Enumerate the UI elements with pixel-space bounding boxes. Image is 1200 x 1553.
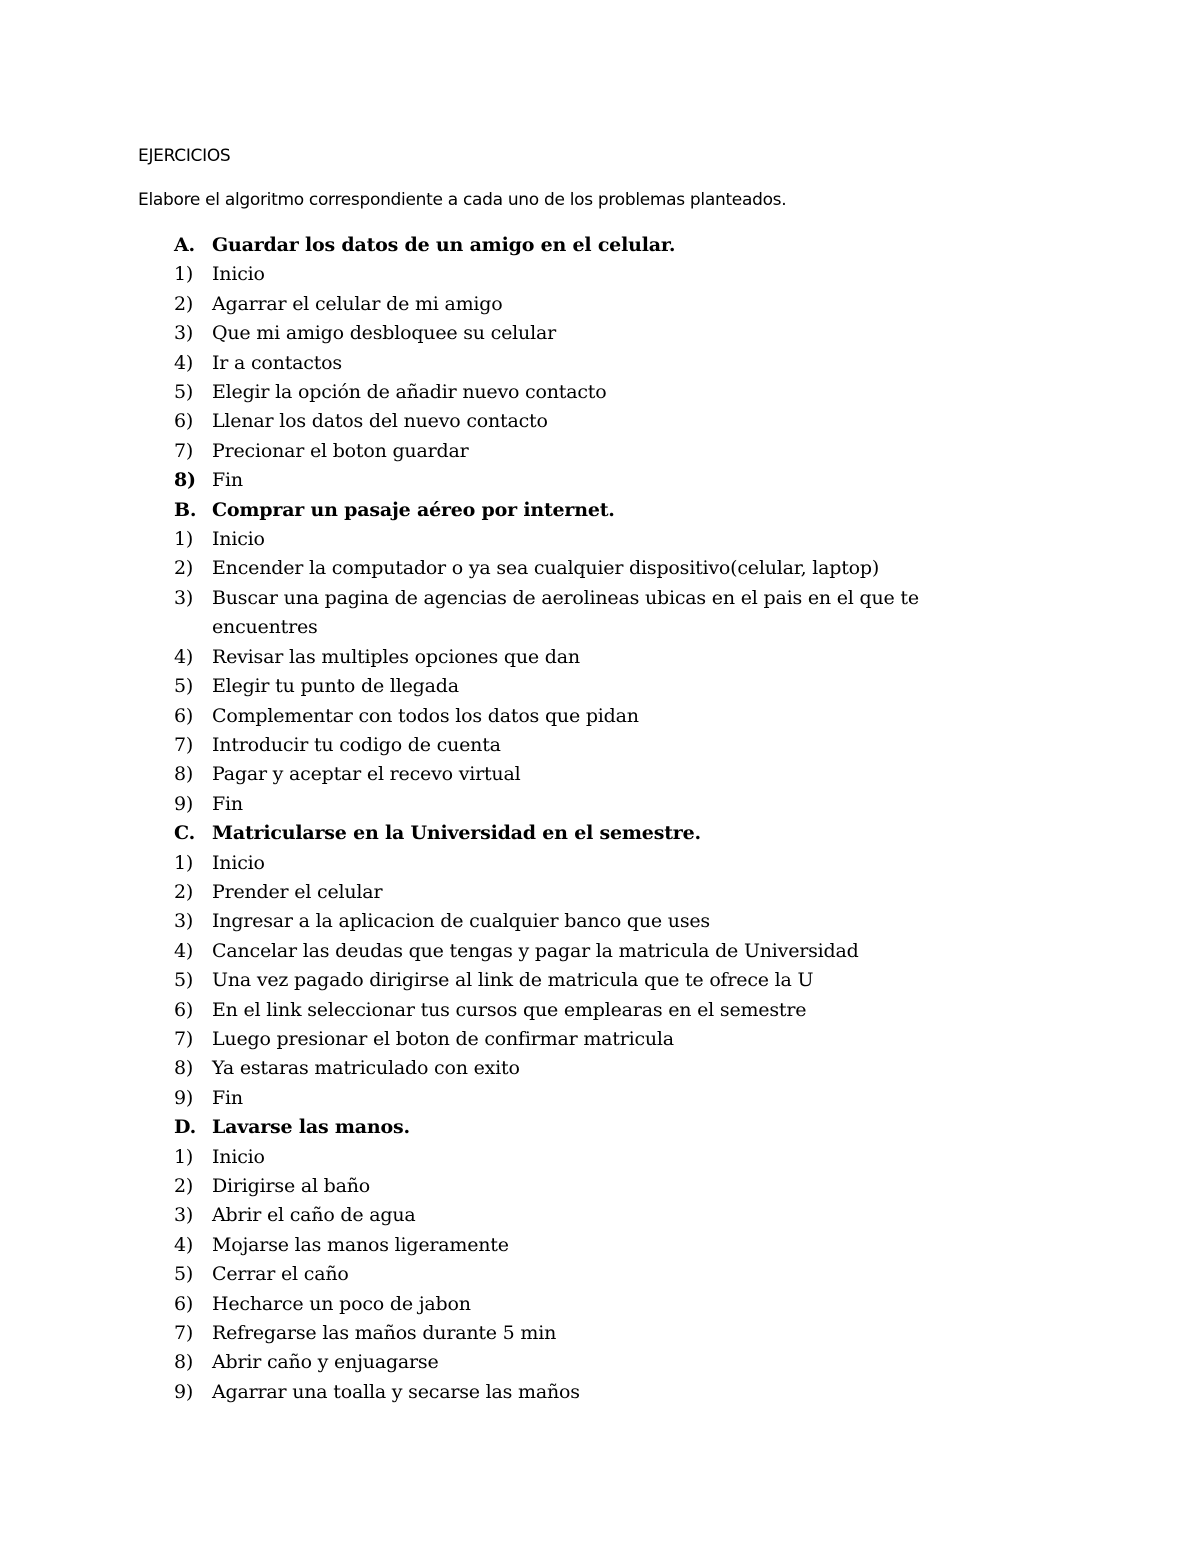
step-number: 4) [174,939,194,962]
step-text: Agarrar una toalla y secarse las maños [212,1380,580,1403]
step-number: 3) [174,1204,194,1227]
step-number: 8) [174,1057,194,1080]
step-number: 9) [174,792,194,815]
list-item [174,672,994,701]
step-text: Inicio [212,1145,265,1168]
list-item [174,378,994,407]
list-item [174,437,994,466]
step-number: 6) [174,1292,194,1315]
step-number: 7) [174,1322,194,1345]
list-item [174,937,994,966]
list-item [174,260,994,289]
list-item [174,760,994,789]
step-number: 8) [174,763,194,786]
step-number: 2) [174,292,194,315]
step-number: 5) [174,969,194,992]
list-item [174,1231,994,1260]
step-number: 5) [174,675,194,698]
step-number: 6) [174,410,194,433]
section-letter: C. [174,822,196,845]
step-text: Una vez pagado dirigirse al link de matricula que te ofrece la U [212,969,814,992]
step-number: 2) [174,880,194,903]
step-number: 1) [174,528,194,551]
step-text: Abrir caño y enjuagarse [212,1351,439,1374]
section-title-text: Lavarse las manos. [212,1116,410,1139]
step-text: Precionar el boton guardar [212,439,469,462]
step-number: 3) [174,322,194,345]
list-item [174,1319,994,1348]
list-item [174,996,994,1025]
step-text: Elegir la opción de añadir nuevo contacto [212,381,607,404]
section-letter: A. [174,234,195,256]
list-item [174,1143,994,1172]
step-number: 1) [174,263,194,286]
step-number: 7) [174,1027,194,1050]
step-number: 4) [174,645,194,668]
step-text: Prender el celular [212,880,383,903]
step-number: 3) [174,910,194,933]
step-number: 7) [174,439,194,462]
list-item [174,290,994,319]
step-text: Pagar y aceptar el recevo virtual [212,763,521,786]
list-item [174,525,994,554]
step-text: Cancelar las deudas que tengas y pagar la matricula de Universidad [212,939,859,962]
list-item [174,407,994,436]
step-text: Elegir tu punto de llegada [212,675,459,698]
exercise-list [174,231,994,1407]
step-number: 2) [174,1175,194,1197]
list-item [174,584,994,643]
step-text: Complementar con todos los datos que pidan [212,704,639,727]
step-number: 9) [174,1380,194,1403]
step-text: Ir a contactos [212,351,342,374]
step-text: Inicio [212,263,265,286]
step-text: Que mi amigo desbloquee su celular [212,322,556,345]
step-text: Dirigirse al baño [212,1175,371,1197]
list-item [174,878,994,907]
step-text: Hecharce un poco de jabon [212,1292,471,1315]
section-title [174,819,994,848]
section-title-text: Comprar un pasaje aéreo por internet. [212,498,615,521]
step-text: Inicio [212,528,265,551]
step-text: Introducir tu codigo de cuenta [212,733,501,756]
step-text: Buscar una pagina de agencias de aerolineas ubicas en el pais en el que te encuentres [212,586,919,639]
step-text: Fin [212,1086,243,1109]
list-item [174,1201,994,1230]
step-number: 1) [174,851,194,874]
step-number: 6) [174,704,194,727]
step-number: 3) [174,586,194,609]
step-text: Encender la computador o ya sea cualquier dispositivo(celular, laptop) [212,557,880,580]
list-item [174,1348,994,1377]
step-number: 4) [174,1233,194,1256]
list-item [174,643,994,672]
step-number: 7) [174,733,194,756]
document-instructions: Elabore el algoritmo correspondiente a cada uno de los problemas planteados. [138,190,787,210]
step-text: Ingresar a la aplicacion de cualquier banco que uses [212,910,710,933]
step-text: Ya estaras matriculado con exito [212,1057,520,1080]
list-item [174,966,994,995]
step-text: En el link seleccionar tus cursos que emplearas en el semestre [212,998,807,1021]
step-text: Refregarse las maños durante 5 min [212,1322,557,1345]
step-number: 5) [174,1263,194,1286]
list-item [174,349,994,378]
list-item [174,1054,994,1083]
document-heading: EJERCICIOS [138,146,231,166]
section-title-text: Matricularse en la Universidad en el semestre. [212,822,701,845]
step-text: Fin [212,469,243,492]
list-item [174,849,994,878]
step-text: Revisar las multiples opciones que dan [212,645,580,668]
step-number: 4) [174,351,194,374]
step-number: 9) [174,1086,194,1109]
step-text: Agarrar el celular de mi amigo [212,292,503,315]
step-text: Llenar los datos del nuevo contacto [212,410,548,433]
step-text: Mojarse las manos ligeramente [212,1233,509,1256]
section-title [174,231,994,260]
step-text: Luego presionar el boton de confirmar matricula [212,1027,674,1050]
step-number: 2) [174,557,194,580]
list-item [174,1260,994,1289]
step-text: Abrir el caño de agua [212,1204,416,1227]
list-item [174,1378,994,1407]
list-item [174,1025,994,1054]
step-number: 6) [174,998,194,1021]
step-text: Fin [212,792,243,815]
section-title-text: Guardar los datos de un amigo en el celular. [212,234,676,256]
list-item [174,554,994,583]
step-text: Cerrar el caño [212,1263,349,1286]
list-item [174,702,994,731]
list-item [174,731,994,760]
step-text: Inicio [212,851,265,874]
step-number: 5) [174,381,194,404]
step-number: 1) [174,1145,194,1168]
section-letter: B. [174,498,197,521]
section-letter: D. [174,1116,197,1139]
list-item [174,790,994,819]
list-item [174,1172,994,1201]
list-item [174,1290,994,1319]
step-number: 8) [174,1351,194,1374]
list-item [174,1084,994,1113]
list-item [174,907,994,936]
step-number: 8) [174,469,196,492]
section-title [174,1113,994,1142]
section-title [174,496,994,525]
list-item [174,319,994,348]
list-item [174,466,994,495]
